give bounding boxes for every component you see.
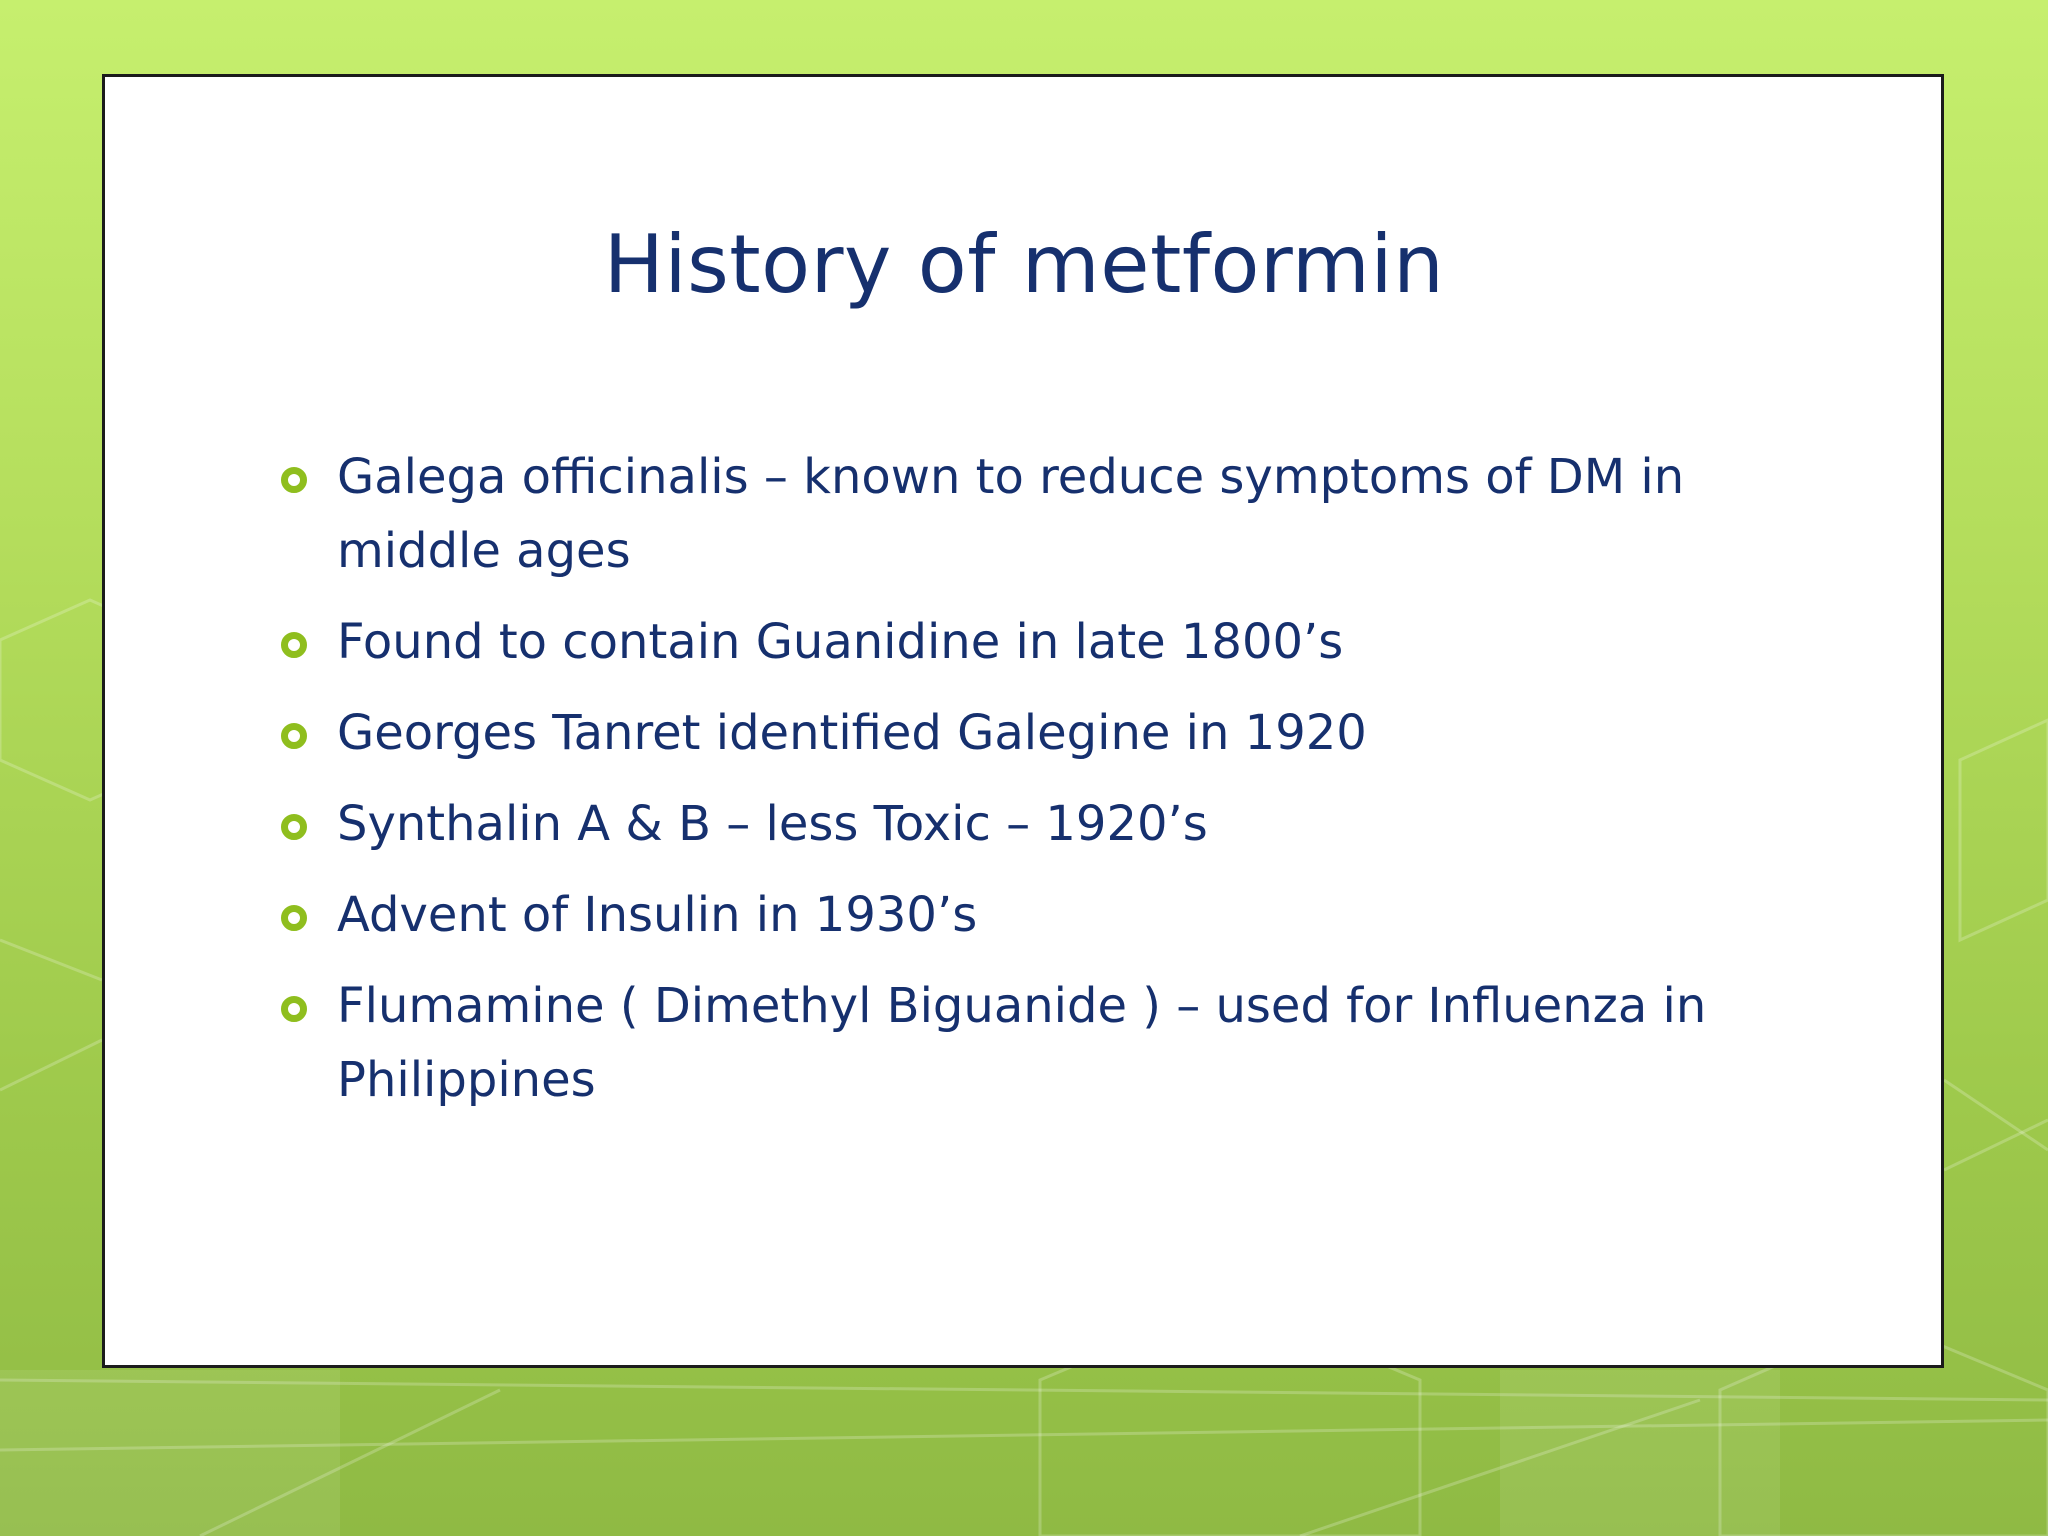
bullet-text: Synthalin A & B – less Toxic – 1920’s — [337, 796, 1208, 852]
bullet-list — [277, 440, 1757, 1134]
bullet-text: Advent of Insulin in 1930’s — [337, 887, 978, 943]
circle-bullet-icon — [281, 467, 307, 493]
bullet-text: Galega officinalis – known to reduce symptoms of DM in middle ages — [337, 449, 1685, 579]
circle-bullet-icon — [281, 814, 307, 840]
bullet-text: Flumamine ( Dimethyl Biguanide ) – used for Influenza in Philippines — [337, 978, 1707, 1108]
bullet-text: Found to contain Guanidine in late 1800’s — [337, 614, 1344, 670]
bullet-item — [277, 878, 1757, 952]
bullet-item — [277, 696, 1757, 770]
bullet-item — [277, 787, 1757, 861]
circle-bullet-icon — [281, 996, 307, 1022]
bullet-item — [277, 969, 1757, 1117]
bullet-item — [277, 440, 1757, 588]
bullet-item — [277, 605, 1757, 679]
circle-bullet-icon — [281, 905, 307, 931]
bullet-text: Georges Tanret identified Galegine in 1920 — [337, 705, 1367, 761]
circle-bullet-icon — [281, 632, 307, 658]
slide-title: History of metformin — [603, 218, 1445, 311]
circle-bullet-icon — [281, 723, 307, 749]
